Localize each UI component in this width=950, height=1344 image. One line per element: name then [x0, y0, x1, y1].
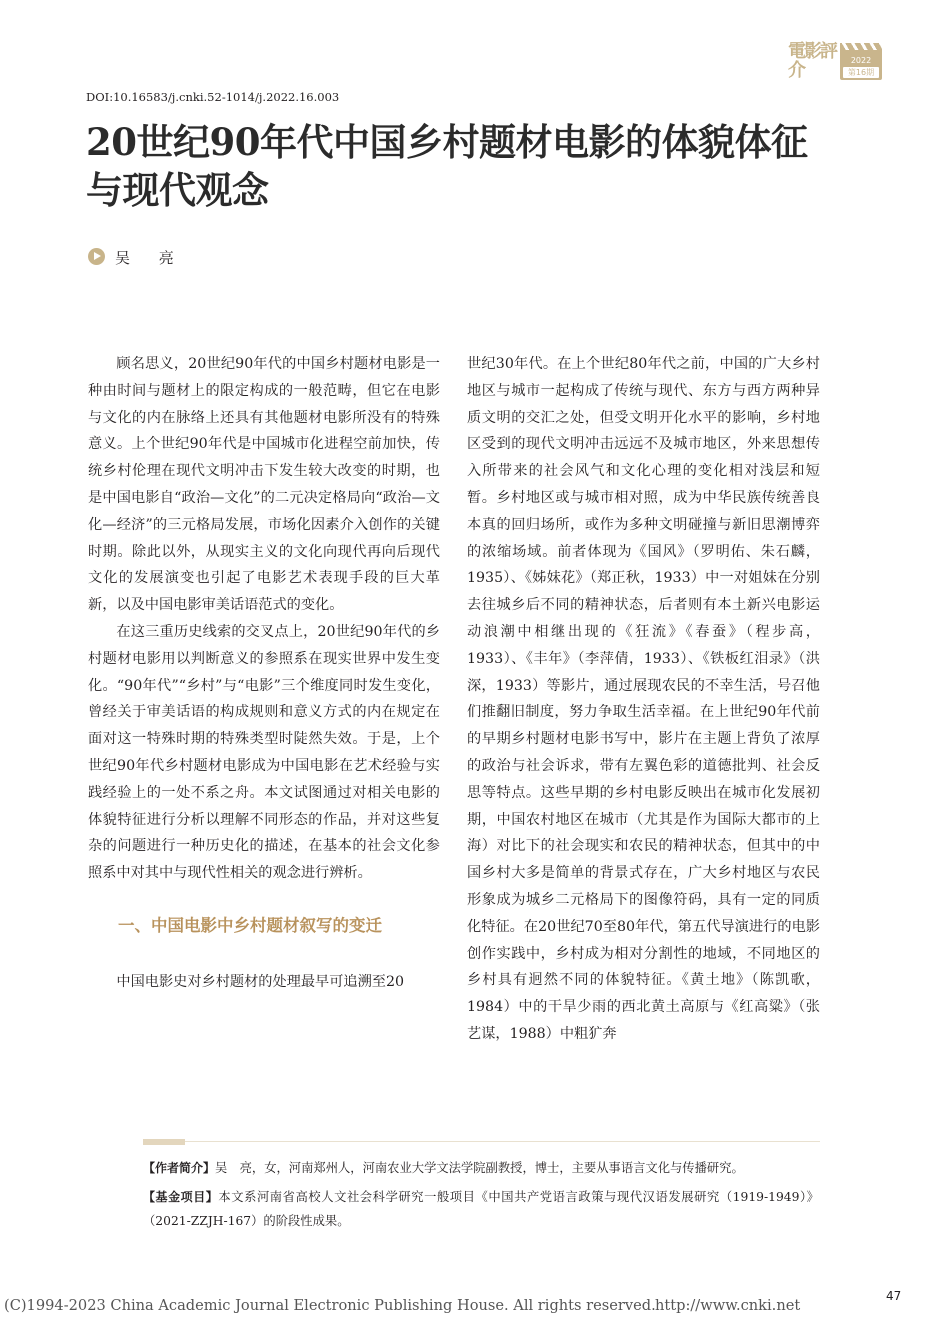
- title-line-2: 与现代观念: [86, 168, 269, 212]
- film-clapper-icon: [840, 48, 882, 80]
- play-arrow-icon: [88, 248, 105, 265]
- doi: DOI:10.16583/j.cnki.52-1014/j.2022.16.003: [86, 90, 340, 104]
- journal-logo-text: 電影評介: [788, 41, 836, 81]
- footnotes: [143, 1156, 819, 1238]
- right-column: [467, 351, 820, 1048]
- section-heading: 一、中国电影中乡村题材叙写的变迁: [118, 915, 382, 935]
- author-bio-text: 吴 亮，女，河南郑州人，河南农业大学文法学院副教授，博士，主要从事语言文化与传播研究。: [215, 1161, 744, 1175]
- article-title: [86, 118, 846, 214]
- journal-logo: [788, 42, 884, 82]
- footnote-divider-accent: [143, 1139, 185, 1145]
- footnote-divider: [185, 1141, 820, 1142]
- title-line-1: 20世纪90年代中国乡村题材电影的体貌体征: [86, 120, 808, 164]
- left-column: [88, 351, 440, 996]
- fund-label: 【基金项目】: [143, 1190, 219, 1204]
- copyright-url: http://www.cnki.net: [655, 1297, 801, 1314]
- paragraph: 世纪30年代。在上个世纪80年代之前，中国的广大乡村地区与城市一起构成了传统与现代、东方与西方两种异质文明的交汇之处，但受文明开化水平的影响，乡村地区受到的现代文明冲击远远不及城市地区，外来思想传入所带来的社会风气和文化心理的变化相对浅层和短暂。乡村地区或与城市相对照，成为中华民族传统善良本真的回归场所，或作为多种文明碰撞与新旧思潮博弈的浓缩场域。前者体现为《国风》（罗明佑、朱石麟，1935）、《姊妹花》（郑正秋，1933）中一对姐妹在分别去往城乡后不同的精神状态，后者则有本土新兴电影运动浪潮中相继出现的《狂流》《春蚕》（程步高，1933）、《丰年》（李萍倩，1933）、《铁板红泪录》（洪深，1933）等影片，通过展现农民的不幸生活，号召他们推翻旧制度，努力争取生活幸福。在上世纪90年代前的早期乡村题材电影书写中，影片在主题上背负了浓厚的政治与社会诉求，带有左翼色彩的道德批判、社会反思等特点。这些早期的乡村电影反映出在城市化发展初期，中国农村地区在城市（尤其是作为国际大都市的上海）对比下的社会现实和农民的精神状态，但其中的中国乡村大多是简单的背景式存在，广大乡村地区与农民形象成为城乡二元格局下的图像符码，具有一定的同质化特征。在20世纪70至80年代，第五代导演进行的电影创作实践中，乡村成为相对分割性的地域，不同地区的乡村具有迥然不同的体貌特征。《黄土地》（陈凯歌，1984）中的干旱少雨的西北黄土高原与《红高粱》（张艺谋，1988）中粗犷奔: [467, 356, 820, 1042]
- fund-info: [143, 1185, 819, 1233]
- author-bio: [143, 1156, 819, 1180]
- author-name: 吴 亮: [115, 249, 186, 267]
- page-number: 47: [886, 1289, 902, 1303]
- paragraph: 顾名思义，20世纪90年代的中国乡村题材电影是一种由时间与题材上的限定构成的一般范畴，但它在电影与文化的内在脉络上还具有其他题材电影所没有的特殊意义。上个世纪90年代是中国城市化进程空前加快，传统乡村伦理在现代文明冲击下发生较大改变的时期，也是中国电影自“政治—文化”的二元决定格局向“政治—文化—经济”的三元格局发展，市场化因素介入创作的关键时期。除此以外，从现实主义的文化向现代再向后现代文化的发展演变也引起了电影艺术表现手段的巨大革新，以及中国电影审美话语范式的变化。: [88, 356, 440, 614]
- copyright-notice: (C)1994-2023 China Academic Journal Electronic Publishing House. All rights reserved.: [4, 1297, 656, 1314]
- paragraph: 在这三重历史线索的交叉点上，20世纪90年代的乡村题材电影用以判断意义的参照系在现实世界中发生变化。“90年代”“乡村”与“电影”三个维度同时发生变化，曾经关于审美话语的构成规则和意义方式的内在规定在面对这一特殊时期的特殊类型时陡然失效。于是，上个世纪90年代乡村题材电影成为中国电影在艺术经验与实践经验上的一处不系之舟。本文试图通过对相关电影的体貌特征进行分析以理解不同形态的作品，并对这些复杂的问题进行一种历史化的描述，在基本的社会文化参照系中对其中与现代性相关的观念进行辨析。: [88, 623, 440, 882]
- logo-year: 2022: [850, 56, 872, 65]
- author-bio-label: 【作者简介】: [143, 1161, 216, 1175]
- fund-text: 本文系河南省高校人文社会科学研究一般项目《中国共产党语言政策与现代汉语发展研究（1919-1949）》（2021-ZZJH-167）的阶段性成果。: [143, 1190, 819, 1228]
- logo-issue: 第16期: [843, 67, 879, 78]
- paragraph: 中国电影史对乡村题材的处理最早可追溯至20: [116, 973, 405, 990]
